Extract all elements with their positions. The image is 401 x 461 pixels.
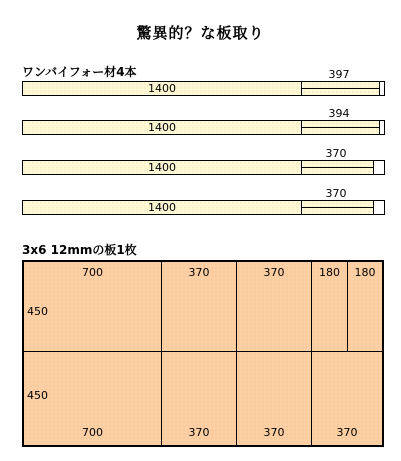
- piece-7-width-label: 370: [188, 426, 210, 439]
- board-3-offcut: [374, 161, 384, 174]
- plywood-section-heading: 3x6 12mmの板1枚: [22, 243, 137, 257]
- board-4-cut-label: 370: [325, 187, 347, 200]
- piece-6-width-label: 700: [82, 426, 103, 439]
- plywood-piece-2: [161, 261, 237, 352]
- plywood-piece-8: [236, 351, 312, 446]
- board-3-cut-label: 370: [325, 147, 347, 160]
- board-2-cut-piece: [302, 121, 380, 134]
- board-4-main-piece: 1400: [23, 201, 302, 214]
- plywood-piece-9: [311, 351, 383, 446]
- piece-8-width-label: 370: [263, 426, 285, 439]
- board-2-main-piece: 1400: [23, 121, 302, 134]
- plywood-piece-1: [23, 261, 162, 352]
- board-1-main-piece: 1400: [23, 82, 302, 95]
- plywood-piece-3: [236, 261, 312, 352]
- board-4-cut-piece: [302, 201, 374, 214]
- piece-4-width-label: 180: [319, 266, 340, 279]
- piece-6-height-label: 450: [27, 389, 48, 402]
- piece-5-width-label: 180: [354, 266, 376, 279]
- piece-2-width-label: 370: [188, 266, 210, 279]
- lumber-section-heading: ワンバイフォー材4本: [22, 65, 137, 79]
- page-title: 驚異的？な板取り: [136, 24, 265, 42]
- plywood-piece-7: [161, 351, 237, 446]
- board-4-offcut: [374, 201, 384, 214]
- board-1-offcut: [380, 82, 384, 95]
- plywood-piece-5: [347, 261, 383, 352]
- board-1-cut-label: 397: [328, 68, 350, 81]
- board-3-main-piece: 1400: [23, 161, 302, 174]
- plywood-piece-4: [311, 261, 348, 352]
- lumber-board-2: [22, 120, 385, 135]
- piece-1-width-label: 700: [82, 266, 103, 279]
- board-1-cut-piece: [302, 82, 380, 95]
- plywood-sheet: [22, 260, 384, 447]
- plywood-piece-6: [23, 351, 162, 446]
- lumber-board-1: [22, 81, 385, 96]
- lumber-board-3: [22, 160, 385, 175]
- piece-1-height-label: 450: [27, 305, 48, 318]
- board-3-cut-piece: [302, 161, 374, 174]
- piece-3-width-label: 370: [263, 266, 285, 279]
- lumber-board-4: [22, 200, 385, 215]
- piece-9-width-label: 370: [336, 426, 358, 439]
- board-2-cut-label: 394: [328, 107, 350, 120]
- board-2-offcut: [380, 121, 384, 134]
